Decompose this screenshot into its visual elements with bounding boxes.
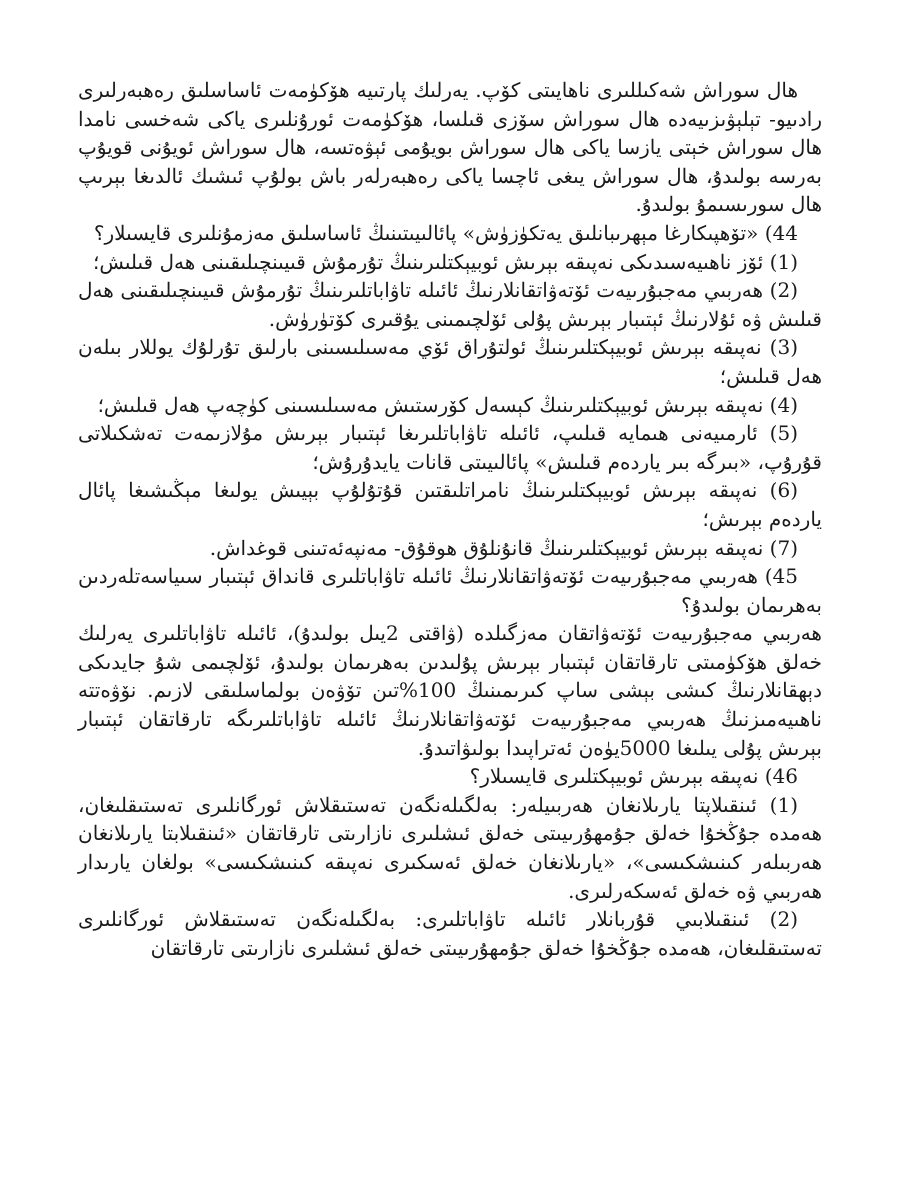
question-44: 44) «تۆھپىكارغا مېھرىبانلىق يەتكۈزۈش» پائالىيىتىنىڭ ئاساسلىق مەزمۇنلىرى قايسىلار؟ — [93, 220, 798, 245]
paragraph-intro: ھال سوراش شەكىللىرى ناھايىتى كۆپ. يەرلىك پارتىيە ھۆكۈمەت ئاساسلىق رەھبەرلىرى رادىيو- تېلېۋىزىيەدە ھال سوراش سۆزى قىلسا، ھۆكۈمەت ئورۇنلىرى ياكى شەخسى نامدا ھال سوراش خېتى يازسا ياكى ھال سوراش بويۇمى ئېۋەتسە، ھال سوراش ئويۇنى قويۇپ بەرسە بولىدۇ، ھال سوراش يىغى ئاچسا ياكى رەھبەرلەر باش بولۇپ ئىشىك ئالدىغا بېرىپ ھال سورىسىمۇ بولىدۇ. — [78, 78, 822, 217]
question-45: 45) ھەربىي مەجبۇرىيەت ئۆتەۋاتقانلارنىڭ ئائىلە تاۋاباتلىرى قانداق ئېتىبار سىياسەتلەردىن بەھرىمان بولىدۇ؟ — [78, 564, 822, 617]
list-item-44-2: (2) ھەربىي مەجبۇرىيەت ئۆتەۋاتقانلارنىڭ ئائىلە تاۋاباتلىرىنىڭ تۇرمۇش قىيىنچىلىقىنى ھەل قىلىش ۋە ئۇلارنىڭ ئېتىبار بېرىش پۇلى ئۆلچىمىنى يۇقىرى كۆتۈرۈش. — [78, 278, 822, 331]
list-item-46-1: (1) ئىنقىلاپتا يارىلانغان ھەربىيلەر: بەلگىلەنگەن تەستىقلاش ئورگانلىرى تەستىقلىغان، ھەمدە جۇڭخۇا خەلق جۇمھۇرىيىتى خەلق ئىشلىرى نازارىتى تارقاتقان «ئىنقىلابتا يارىلانغان ھەربىلەر كىنىشكىسى»، «يارىلانغان خەلق ئەسكىرى نەپىقە كىنىشكىسى» بولغان يارىدار ھەربىي ۋە خەلق ئەسكەرلىرى. — [78, 792, 822, 903]
answer-45: ھەربىي مەجبۇرىيەت ئۆتەۋاتقان مەزگىلدە (ۋاقتى 2يىل بولىدۇ)، ئائىلە تاۋاباتلىرى يەرلىك خەلق ھۆكۈمىتى تارقاتقان ئېتىبار بېرىش پۇلىدىن بەھرىمان بولىدۇ، ئۆلچىمى شۇ جايدىكى دېھقانلارنىڭ كىشى بېشى ساپ كىرىمىنىڭ 100%تىن تۆۋەن بولماسلىقى لازىم. نۆۋەتتە ناھىيەمىزنىڭ ھەربىي مەجبۇرىيەت ئۆتەۋاتقانلارنىڭ ئائىلە تاۋاباتلىرىگە تارقاتقان ئېتىبار بېرىش پۇلى يىلىغا 5000يۈەن ئەتراپىدا بولىۋاتىدۇ. — [78, 621, 822, 760]
question-46: 46) نەپىقە بېرىش ئوبيېكتلىرى قايسىلار؟ — [469, 764, 798, 789]
list-item-44-3: (3) نەپىقە بېرىش ئوبيېكتلىرىنىڭ ئولتۇراق ئۆي مەسىلىسىنى بارلىق تۇرلۇك يوللار بىلەن ھەل قىلىش؛ — [78, 335, 822, 388]
list-item-44-1: (1) ئۆز ناھىيەسىدىكى نەپىقە بېرىش ئوبيېكتلىرىنىڭ تۇرمۇش قىيىنچىلىقىنى ھەل قىلىش؛ — [92, 249, 798, 274]
document-page — [78, 76, 822, 962]
list-item-46-2: (2) ئىنقىلابىي قۇربانلار ئائىلە تاۋاباتلىرى: بەلگىلەنگەن تەستىقلاش ئورگانلىرى تەستىقلىغان، ھەمدە جۇڭخۇا خەلق جۇمھۇرىيىتى خەلق ئىشلىرى نازارىتى تارقاتقان — [78, 907, 822, 960]
list-item-44-7: (7) نەپىقە بېرىش ئوبيېكتلىرىنىڭ قانۇنلۇق ھوقۇق- مەنپەئەتىنى قوغداش. — [209, 535, 798, 560]
list-item-44-4: (4) نەپىقە بېرىش ئوبيېكتلىرىنىڭ كېسەل كۆرستىش مەسىلىسىنى كۈچەپ ھەل قىلىش؛ — [97, 392, 798, 417]
list-item-44-5: (5) ئارمىيەنى ھىمايە قىلىپ، ئائىلە تاۋاباتلىرىغا ئېتىبار بېرىش مۇلازىمەت تەشكىلاتى قۇرۇپ، «بىرگە بىر ياردەم قىلىش» پائالىيىتى قانات يايدۇرۇش؛ — [78, 421, 822, 474]
list-item-44-6: (6) نەپىقە بېرىش ئوبيېكتلىرىنىڭ نامراتلىقتىن قۇتۇلۇپ بېيىش يولىغا مېڭىشىغا پائال ياردەم بېرىش؛ — [78, 478, 822, 531]
